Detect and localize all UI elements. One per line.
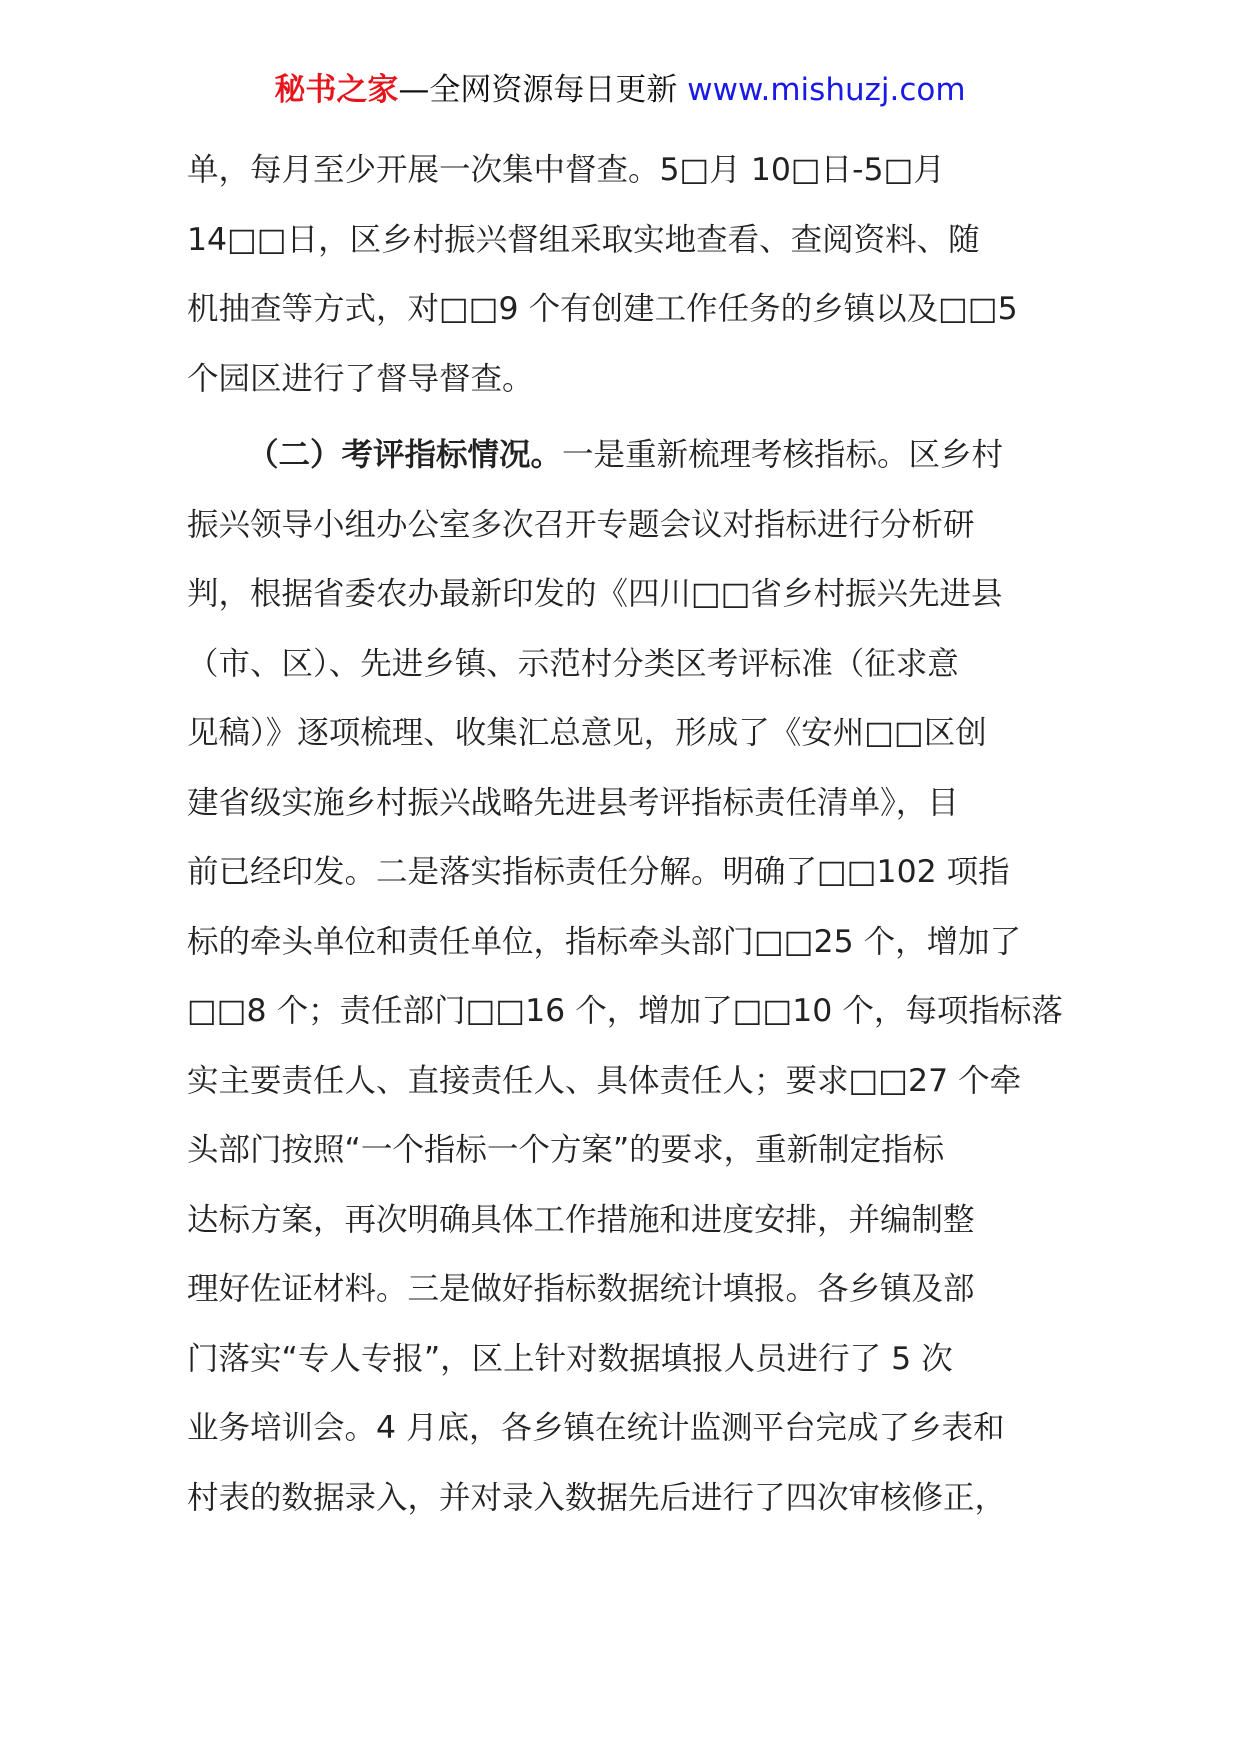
- text-line: 门落实“专人专报”，区上针对数据填报人员进行了 5 次: [187, 1340, 953, 1377]
- site-header: [0, 68, 1240, 112]
- text-line: 振兴领导小组办公室多次召开专题会议对指标进行分析研: [187, 506, 975, 543]
- text-line: 见稿）》逐项梳理、收集汇总意见，形成了《安州□□区创: [187, 715, 987, 751]
- text-line: 头部门按照“一个指标一个方案”的要求，重新制定指标: [187, 1132, 945, 1168]
- text-line: □□8 个；责任部门□□16 个，增加了□□10 个，每项指标落: [187, 993, 1063, 1029]
- text-line: 实主要责任人、直接责任人、具体责任人；要求□□27 个牵: [187, 1062, 1022, 1099]
- section-heading: （二）考评指标情况。: [247, 437, 563, 473]
- text-line: 单，每月至少开展一次集中督查。5□月 10□日-5□月: [187, 152, 945, 188]
- text-line: 达标方案，再次明确具体工作措施和进度安排，并编制整: [187, 1201, 975, 1238]
- text-line: 村表的数据录入，并对录入数据先后进行了四次审核修正，: [187, 1479, 1007, 1516]
- text-line: [187, 421, 1067, 491]
- text-line: （市、区）、先进乡镇、示范村分类区考评标准（征求意: [187, 645, 959, 682]
- text-line: 标的牵头单位和责任单位，指标牵头部门□□25 个，增加了: [187, 923, 1022, 960]
- text-line: 理好佐证材料。三是做好指标数据统计填报。各乡镇及部: [187, 1271, 975, 1307]
- paragraph-2: [187, 421, 1067, 1533]
- site-url-link[interactable]: www.mishuzj.com: [687, 72, 966, 108]
- text-line: 业务培训会。4 月底，各乡镇在统计监测平台完成了乡表和: [187, 1410, 1005, 1446]
- text-line: 个园区进行了督导督查。: [187, 360, 534, 397]
- document-body: [187, 136, 1067, 1533]
- brand-name: 秘书之家: [274, 72, 399, 108]
- text-line: 建省级实施乡村振兴战略先进县考评指标责任清单》，目: [187, 784, 959, 821]
- text-line: 判，根据省委农办最新印发的《四川□□省乡村振兴先进县: [187, 576, 1003, 612]
- paragraph-1: [187, 136, 1067, 414]
- header-slogan: —全网资源每日更新: [398, 72, 678, 108]
- heading-line-text: 一是重新梳理考核指标。区乡村: [562, 437, 1004, 473]
- text-line: 前已经印发。二是落实指标责任分解。明确了□□102 项指: [187, 854, 1010, 890]
- text-line: 14□□日，区乡村振兴督组采取实地查看、查阅资料、随: [187, 221, 980, 258]
- text-line: 机抽查等方式，对□□9 个有创建工作任务的乡镇以及□□5: [187, 291, 1018, 327]
